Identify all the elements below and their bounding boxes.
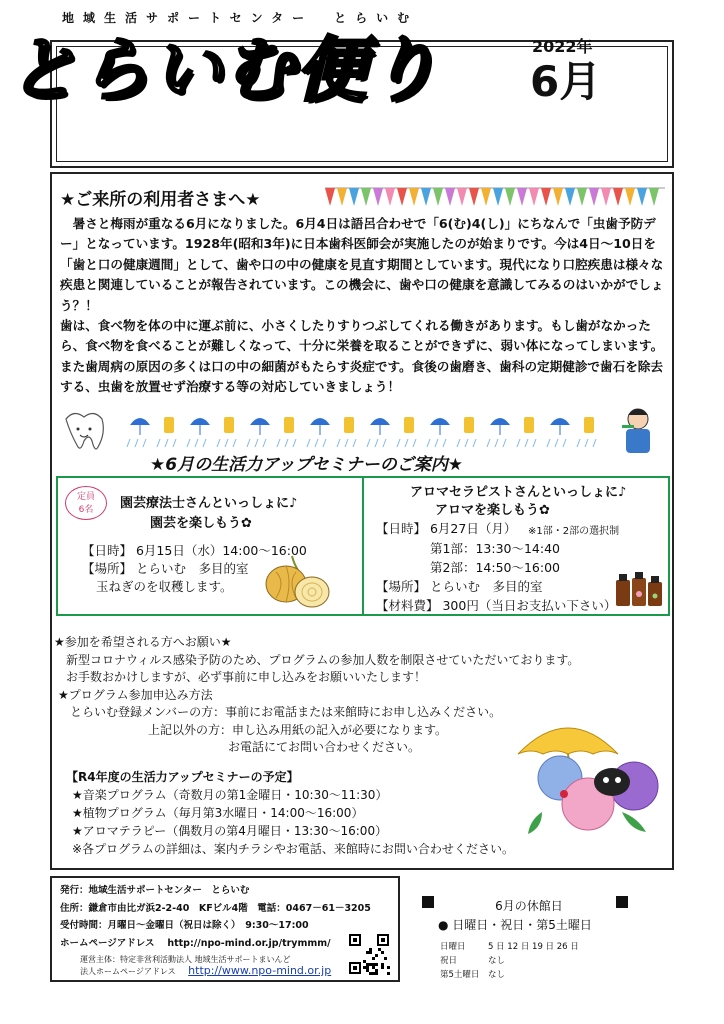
seminar2-part1: 第1部：13:30～14:40: [430, 541, 560, 556]
schedule-item-music: ★音楽プログラム（奇数月の第1金曜日・10:30～11:30）: [72, 788, 388, 802]
intro-text: [60, 214, 664, 398]
raindrop: [367, 439, 370, 447]
raindrop: [443, 439, 446, 447]
footer-operator-info: [80, 954, 331, 977]
qr-module: [369, 972, 372, 975]
bunting-flag: [373, 188, 383, 206]
seminar2-part2: 第2部：14:50～16:00: [430, 560, 560, 575]
raindrop: [233, 439, 236, 447]
raindrop: [487, 439, 490, 447]
holiday-subtitle: ● 日曜日・祝日・第5土曜日: [438, 918, 592, 932]
footer-info: [60, 882, 371, 952]
schedule-list: [72, 786, 514, 858]
holiday-row: 第5土曜日 なし: [440, 970, 506, 980]
greeting-heading: ★ご来所の利用者さまへ★: [60, 190, 261, 210]
qr-module: [366, 969, 369, 972]
raindrop: [143, 439, 146, 447]
qr-module: [369, 948, 372, 951]
bunting-flag: [481, 188, 491, 206]
seminar1-title-line1: 園芸療法士さんといっしょに♪: [120, 496, 298, 511]
raindrop: [525, 439, 528, 447]
footer-corp-hp-label: 法人ホームページアドレス: [80, 967, 176, 976]
raindrop: [375, 439, 378, 447]
bunting-flag: [445, 188, 455, 206]
seminar-divider: [362, 476, 364, 616]
qr-module: [375, 963, 378, 966]
raindrop: [593, 439, 596, 447]
seminar1-date: 【日時】 6月15日（水）14:00～16:00: [82, 543, 307, 558]
raindrop: [285, 439, 288, 447]
notice-line-2: お手数おかけしますが、必ず事前に申し込みをお願いいたします！: [66, 670, 427, 684]
raindrop: [135, 439, 138, 447]
footer-address: 住所：鎌倉市由比ガ浜2-2-40 KFビル4階 電話：0467－61－3205: [60, 902, 371, 914]
qr-module: [363, 960, 366, 963]
umbrella-icon: [430, 418, 450, 425]
qr-module: [366, 966, 369, 969]
rainy-season-decoration: [60, 405, 664, 455]
footer-operator: 運営主体：特定非営利活動法人 地域生活サポートまいんど: [80, 955, 291, 964]
umbrella-icon: [550, 418, 570, 425]
onion-icon: [262, 552, 334, 610]
raindrop: [165, 439, 168, 447]
qr-module: [372, 963, 375, 966]
bunting-flag: [553, 188, 563, 206]
other-text-1: 申し込み用紙の記入が必要になります。: [232, 722, 448, 737]
rain-boot-icon: [344, 417, 354, 433]
rain-boot-icon: [464, 417, 474, 433]
raindrop: [217, 439, 220, 447]
rain-boot-icon: [284, 417, 294, 433]
bunting-flag: [385, 188, 395, 206]
qr-module: [372, 972, 375, 975]
raindrop: [585, 439, 588, 447]
schedule-note: ※各プログラムの詳細は、案内チラシやお電話、来館時にお問い合わせください。: [72, 842, 514, 856]
seminar1-desc: 玉ねぎのを収穫します。: [96, 579, 233, 594]
umbrella-icon: [370, 418, 390, 425]
raindrop: [435, 439, 438, 447]
qr-module: [381, 951, 384, 954]
qr-module: [369, 951, 372, 954]
bunting-flag: [349, 188, 359, 206]
raindrop: [173, 439, 176, 447]
qr-module: [363, 966, 366, 969]
raindrop: [405, 439, 408, 447]
qr-module: [384, 957, 387, 960]
tooth-brushing-boy-icon: [622, 409, 650, 453]
raindrop: [495, 439, 498, 447]
qr-module: [366, 963, 369, 966]
raindrop: [457, 439, 460, 447]
bunting-flag: [625, 188, 635, 206]
raindrop: [203, 439, 206, 447]
qr-module: [366, 951, 369, 954]
raindrop: [413, 439, 416, 447]
raindrop: [157, 439, 160, 447]
raindrop: [315, 439, 318, 447]
holiday-title: 6月の休館日: [495, 899, 563, 913]
qr-module: [381, 963, 384, 966]
issue-year: 2022年: [532, 37, 593, 56]
bunting-flag: [493, 188, 503, 206]
bunting-flag: [505, 188, 515, 206]
tooth-icon: [66, 413, 103, 449]
notice-line-1: 新型コロナウィルス感染予防のため、プログラムの参加人数を制限させていただいております。: [66, 652, 580, 667]
raindrop: [547, 439, 550, 447]
seminar2-date: 【日時】 6月27日（月）: [376, 521, 517, 536]
holiday-row: 日曜日 5 日 12 日 19 日 26 日: [440, 942, 579, 952]
umbrella-icon: [190, 418, 210, 425]
qr-module: [375, 954, 378, 957]
bunting-flag: [457, 188, 467, 206]
bunting-flags-icon: [325, 186, 665, 210]
qr-module: [375, 972, 378, 975]
qr-code-icon[interactable]: [347, 932, 391, 976]
raindrop: [473, 439, 476, 447]
aroma-bottles-icon: [612, 568, 666, 608]
raindrop: [225, 439, 228, 447]
bunting-flag: [433, 188, 443, 206]
schedule-item-plant: ★植物プログラム（毎月第3水曜日・14:00～16:00）: [72, 806, 364, 820]
rain-boot-icon: [224, 417, 234, 433]
footer-hours: 受付時間：月曜日～金曜日（祝日は除く） 9:30～17:00: [60, 920, 309, 931]
qr-module: [378, 948, 381, 951]
bunting-flag: [637, 188, 647, 206]
schedule-item-aroma: ★アロマテラピー（偶数月の第4月曜日・13:30～16:00）: [72, 824, 388, 838]
issue-month: 6月: [530, 57, 602, 106]
umbrella-icon: [310, 418, 330, 425]
seminar-heading: ★6月の生活力アップセミナーのご案内★: [150, 455, 463, 475]
raindrop: [555, 439, 558, 447]
org-name: 地域生活サポートセンター とらいむ: [62, 11, 419, 25]
raindrop: [427, 439, 430, 447]
newsletter-title: とらいむ便り: [8, 29, 440, 111]
raindrop: [127, 439, 130, 447]
raindrop: [577, 439, 580, 447]
raindrop: [397, 439, 400, 447]
footer-issuer: 発行：地域生活サポートセンター とらいむ: [60, 885, 250, 896]
raindrop: [307, 439, 310, 447]
other-label: 上記以外の方：: [148, 722, 233, 737]
raindrop: [345, 439, 348, 447]
raindrop: [293, 439, 296, 447]
seminar2-title-line2: アロマを楽しもう✿: [435, 503, 550, 518]
schedule-heading: 【R4年度の生活力アップセミナーの予定】: [66, 770, 299, 784]
raindrop: [465, 439, 468, 447]
raindrop: [277, 439, 280, 447]
bunting-flag: [337, 188, 347, 206]
raindrop: [187, 439, 190, 447]
method-heading: ★プログラム参加申込み方法: [58, 687, 213, 702]
bunting-flag: [649, 188, 659, 206]
bunting-flag: [517, 188, 527, 206]
bunting-flag: [421, 188, 431, 206]
raindrop: [247, 439, 250, 447]
rain-boot-icon: [584, 417, 594, 433]
footer-homepage[interactable]: ホームページアドレス http://npo-mind.or.jp/trymmm/: [60, 937, 331, 949]
umbrella-icon: [250, 418, 270, 425]
bunting-flag: [613, 188, 623, 206]
bunting-flag: [325, 188, 335, 206]
qr-module: [387, 966, 390, 969]
raindrop: [353, 439, 356, 447]
rain-boot-icon: [164, 417, 174, 433]
qr-module: [381, 966, 384, 969]
umbrella-icon: [130, 418, 150, 425]
bunting-flag: [361, 188, 371, 206]
raindrop: [255, 439, 258, 447]
bunting-flag: [529, 188, 539, 206]
umbrella-icon: [490, 418, 510, 425]
seminar2-place: 【場所】 とらいむ 多目的室: [376, 579, 543, 594]
seminar2-title-line1: アロマセラピストさんといっしょに♪: [410, 485, 627, 500]
raindrop: [503, 439, 506, 447]
bunting-flag: [409, 188, 419, 206]
seminar1-place: 【場所】 とらいむ 多目的室: [82, 561, 249, 576]
bunting-flag: [397, 188, 407, 206]
intro-paragraph-2: 歯は、食べ物を体の中に運ぶ前に、小さくしたりすりつぶしてくれる働きがあります。もし歯がなかったら、食べ物を食べることが難しくなって、十分に栄養を取ることができずに、弱い体になってしまいます。また歯周病の原因の多くは口の中の細菌がもたらす炎症です。食後の歯磨き、歯科の定期健診で歯石を除去する、虫歯を放置せず治療する等の対応していきましょう！: [60, 318, 664, 395]
raindrop: [383, 439, 386, 447]
seminar1-title-line2: 園芸を楽しもう✿: [150, 516, 252, 531]
raindrop: [517, 439, 520, 447]
qr-module: [372, 957, 375, 960]
raindrop: [533, 439, 536, 447]
bunting-flag: [589, 188, 599, 206]
member-text: 事前にお電話または来館時にお申し込みください。: [225, 705, 502, 719]
hydrangea-umbrella-icon: [512, 708, 668, 838]
other-text-2: お電話にてお問い合わせください。: [228, 740, 421, 754]
notice-heading: ★参加を希望される方へお願い★: [54, 635, 232, 649]
bunting-flag: [469, 188, 479, 206]
seminar2-fee: 【材料費】 300円（当日お支払い下さい）: [376, 598, 617, 613]
raindrop: [195, 439, 198, 447]
member-label: とらいむ登録メンバーの方：: [70, 705, 226, 719]
qr-module: [372, 966, 375, 969]
footer-corp-url-link[interactable]: http://www.npo-mind.or.jp: [188, 964, 332, 977]
bunting-flag: [541, 188, 551, 206]
raindrop: [337, 439, 340, 447]
seminar2-date-note: ※1部・2部の選択制: [528, 526, 620, 537]
raindrop: [563, 439, 566, 447]
bunting-flag: [565, 188, 575, 206]
holiday-row: 祝日 なし: [440, 956, 506, 966]
qr-module: [369, 963, 372, 966]
raindrop: [263, 439, 266, 447]
qr-module: [375, 969, 378, 972]
intro-paragraph-1: 暑さと梅雨が重なる6月になりました。6月4日は語呂合わせで「6(む)4(し)」にちなんで「虫歯予防デー」となっています。1928年(昭和3年)に日本歯科医師会が実施したのが始まりです。今は4日～10日を「歯と口の健康週間」として、歯や口の中の健康を見直す期間としています。現代になり口腔疾患は様々な疾患と関連していることが報告されています。この機会に、歯や口の健康を意識してみるのはいかがでしょう？！: [60, 216, 664, 313]
rain-boot-icon: [524, 417, 534, 433]
bunting-flag: [577, 188, 587, 206]
holiday-list: [440, 940, 579, 982]
qr-module: [387, 972, 390, 975]
capacity-badge: 定員 6名: [65, 486, 107, 520]
raindrop: [323, 439, 326, 447]
rain-boot-icon: [404, 417, 414, 433]
bunting-flag: [601, 188, 611, 206]
